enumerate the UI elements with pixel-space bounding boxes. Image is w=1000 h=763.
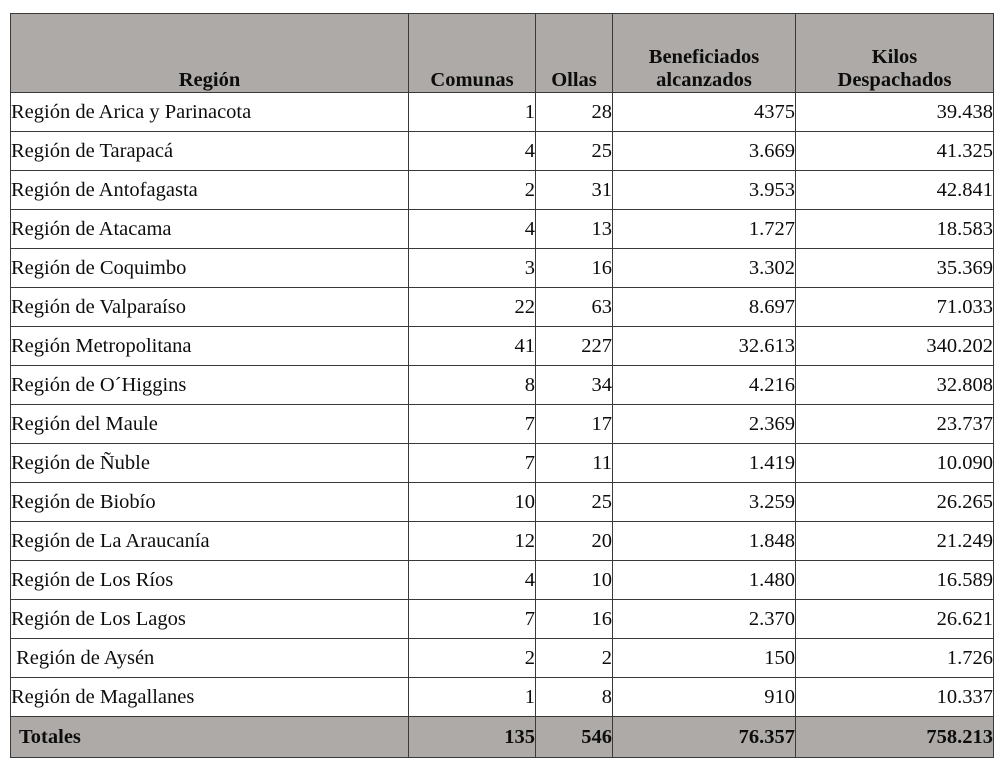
table-header [11, 14, 994, 93]
cell-kilos: 26.621 [796, 600, 994, 639]
cell-beneficiados: 4.216 [613, 366, 796, 405]
cell-comunas: 41 [409, 327, 536, 366]
table-row [11, 483, 994, 522]
cell-region: Región de Tarapacá [11, 132, 409, 171]
cell-comunas: 7 [409, 600, 536, 639]
cell-beneficiados: 3.953 [613, 171, 796, 210]
totals-cell-region: Totales [11, 717, 409, 758]
column-header-beneficiados-line-0: Beneficiados [648, 46, 760, 69]
cell-region: Región de Coquimbo [11, 249, 409, 288]
cell-comunas: 8 [409, 366, 536, 405]
cell-region: Región Metropolitana [11, 327, 409, 366]
cell-beneficiados: 1.480 [613, 561, 796, 600]
table-row [11, 171, 994, 210]
table-row [11, 327, 994, 366]
regions-summary-table [10, 13, 994, 758]
table-row [11, 561, 994, 600]
cell-ollas: 25 [536, 483, 613, 522]
cell-beneficiados: 2.369 [613, 405, 796, 444]
column-header-ollas [536, 14, 613, 93]
cell-region: Región de Atacama [11, 210, 409, 249]
table-row [11, 444, 994, 483]
table-row [11, 639, 994, 678]
cell-region: Región de Valparaíso [11, 288, 409, 327]
cell-comunas: 3 [409, 249, 536, 288]
column-header-kilos-line-0: Kilos [871, 46, 918, 69]
header-row [11, 14, 994, 93]
cell-comunas: 7 [409, 444, 536, 483]
column-header-beneficiados [613, 14, 796, 93]
table-row [11, 678, 994, 717]
table-row [11, 249, 994, 288]
cell-region: Región de Los Lagos [11, 600, 409, 639]
cell-comunas: 4 [409, 210, 536, 249]
cell-kilos: 21.249 [796, 522, 994, 561]
totals-cell-kilos: 758.213 [796, 717, 994, 758]
cell-region: Región de Antofagasta [11, 171, 409, 210]
cell-kilos: 23.737 [796, 405, 994, 444]
cell-kilos: 39.438 [796, 93, 994, 132]
cell-beneficiados: 3.302 [613, 249, 796, 288]
cell-kilos: 10.090 [796, 444, 994, 483]
cell-beneficiados: 1.848 [613, 522, 796, 561]
cell-ollas: 10 [536, 561, 613, 600]
cell-region: Región de Magallanes [11, 678, 409, 717]
table-footer [11, 717, 994, 758]
cell-kilos: 16.589 [796, 561, 994, 600]
column-header-kilos-line-1: Despachados [837, 69, 952, 92]
cell-region: Región de O´Higgins [11, 366, 409, 405]
cell-beneficiados: 32.613 [613, 327, 796, 366]
column-header-region-line-0: Región [178, 69, 241, 92]
cell-ollas: 8 [536, 678, 613, 717]
cell-comunas: 1 [409, 93, 536, 132]
cell-ollas: 20 [536, 522, 613, 561]
table-row [11, 366, 994, 405]
cell-ollas: 2 [536, 639, 613, 678]
column-header-beneficiados-line-1: alcanzados [656, 69, 752, 92]
table-row [11, 288, 994, 327]
table-row [11, 93, 994, 132]
totals-row [11, 717, 994, 758]
column-header-ollas-line-0: Ollas [551, 69, 597, 92]
cell-kilos: 71.033 [796, 288, 994, 327]
cell-region: Región de Arica y Parinacota [11, 93, 409, 132]
cell-kilos: 1.726 [796, 639, 994, 678]
cell-comunas: 2 [409, 171, 536, 210]
cell-ollas: 11 [536, 444, 613, 483]
cell-kilos: 41.325 [796, 132, 994, 171]
cell-beneficiados: 910 [613, 678, 796, 717]
cell-beneficiados: 8.697 [613, 288, 796, 327]
cell-kilos: 32.808 [796, 366, 994, 405]
table-row [11, 132, 994, 171]
cell-comunas: 4 [409, 561, 536, 600]
table-row [11, 210, 994, 249]
cell-region: Región de Aysén [11, 639, 409, 678]
cell-ollas: 31 [536, 171, 613, 210]
cell-beneficiados: 4375 [613, 93, 796, 132]
cell-beneficiados: 2.370 [613, 600, 796, 639]
column-header-region [11, 14, 409, 93]
cell-comunas: 22 [409, 288, 536, 327]
cell-beneficiados: 1.727 [613, 210, 796, 249]
cell-ollas: 227 [536, 327, 613, 366]
cell-beneficiados: 3.669 [613, 132, 796, 171]
table-body [11, 93, 994, 717]
cell-comunas: 10 [409, 483, 536, 522]
cell-region: Región de Los Ríos [11, 561, 409, 600]
table-container [10, 13, 993, 758]
cell-ollas: 13 [536, 210, 613, 249]
cell-comunas: 1 [409, 678, 536, 717]
table-row [11, 522, 994, 561]
cell-beneficiados: 3.259 [613, 483, 796, 522]
column-header-kilos [796, 14, 994, 93]
column-header-comunas-line-0: Comunas [430, 69, 514, 92]
table-row [11, 600, 994, 639]
cell-ollas: 34 [536, 366, 613, 405]
cell-ollas: 63 [536, 288, 613, 327]
cell-kilos: 26.265 [796, 483, 994, 522]
totals-cell-ollas: 546 [536, 717, 613, 758]
cell-kilos: 10.337 [796, 678, 994, 717]
cell-comunas: 4 [409, 132, 536, 171]
cell-beneficiados: 1.419 [613, 444, 796, 483]
cell-ollas: 16 [536, 249, 613, 288]
cell-comunas: 7 [409, 405, 536, 444]
cell-ollas: 28 [536, 93, 613, 132]
cell-ollas: 25 [536, 132, 613, 171]
cell-ollas: 16 [536, 600, 613, 639]
cell-region: Región del Maule [11, 405, 409, 444]
cell-kilos: 340.202 [796, 327, 994, 366]
cell-beneficiados: 150 [613, 639, 796, 678]
cell-region: Región de Ñuble [11, 444, 409, 483]
cell-comunas: 12 [409, 522, 536, 561]
cell-ollas: 17 [536, 405, 613, 444]
cell-kilos: 35.369 [796, 249, 994, 288]
cell-comunas: 2 [409, 639, 536, 678]
cell-region: Región de La Araucanía [11, 522, 409, 561]
totals-cell-comunas: 135 [409, 717, 536, 758]
column-header-comunas [409, 14, 536, 93]
table-row [11, 405, 994, 444]
cell-region: Región de Biobío [11, 483, 409, 522]
cell-kilos: 18.583 [796, 210, 994, 249]
totals-cell-beneficiados: 76.357 [613, 717, 796, 758]
cell-kilos: 42.841 [796, 171, 994, 210]
